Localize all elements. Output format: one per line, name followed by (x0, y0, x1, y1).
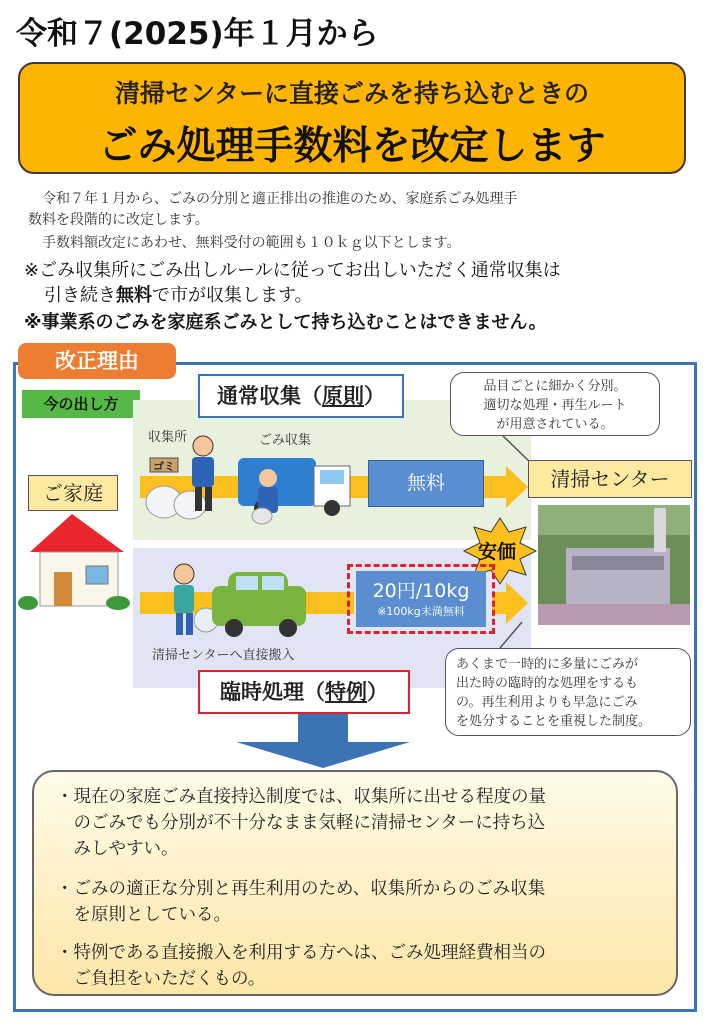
top-flow-arrow-head (506, 466, 528, 508)
note-normal-collection-line1: ※ごみ収集所にごみ出しルールに従ってお出しいただく通常収集は (24, 260, 561, 281)
summary-box (32, 770, 678, 996)
house-icon (18, 514, 130, 610)
top-flow-arrow-body-2 (482, 476, 506, 498)
temporary-processing-label: 臨時処理（特例） (198, 670, 410, 714)
intro-text-line2: 数料を段階的に改定します。 (28, 212, 209, 228)
current-method-tag: 今の出し方 (22, 390, 140, 418)
summary-point-1-line1: ・現在の家庭ごみ直接持込制度では、収集所に出せる程度の量 (56, 787, 546, 807)
collection-point-label: 収集所 (148, 430, 188, 445)
banner-subtitle: 清掃センターに直接ごみを持ち込むときの (114, 79, 589, 108)
intro-text-line1: 令和７年１月から、ごみの分別と適正排出の推進のため、家庭系ごみ処理手 (42, 191, 518, 207)
car-icon (212, 572, 306, 637)
normal-collection-label: 通常収集（原則） (198, 374, 404, 418)
garbage-truck-icon (238, 458, 350, 524)
cleaning-center-label: 清掃センター (528, 460, 692, 498)
normal-collection-bubble: 品目ごとに細かく分別。 適切な処理・再生ルート が用意されている。 (450, 372, 660, 436)
summary-point-3-line1: ・特例である直接搬入を利用する方へは、ごみ処理経費相当の (56, 943, 546, 963)
summary-point-1-line2: のごみでも分別が不十分なまま気軽に清掃センターに持ち込 (56, 813, 546, 833)
direct-carry-fee-box (356, 571, 486, 627)
bottom-flow-arrow-head (506, 582, 528, 624)
summary-point-3-line2: ご負担をいただくもの。 (56, 969, 266, 989)
summary-point-2-line2: を原則としている。 (56, 905, 231, 925)
intro-text-line3: 手数料額改定にあわせ、無料受付の範囲も１０ｋｇ以下とします。 (42, 235, 461, 251)
banner-headline: ごみ処理手数料を改定します (98, 124, 606, 169)
note-business-waste: ※事業系のごみを家庭系ごみとして持ち込むことはできません。 (24, 312, 547, 333)
cleaning-center-photo (538, 505, 690, 625)
home-label: ご家庭 (28, 475, 118, 511)
down-arrow-icon (236, 712, 410, 768)
summary-point-2-line1: ・ごみの適正な分別と再生利用のため、収集所からのごみ収集 (56, 879, 546, 899)
fee-note: ※100kg未満無料 (377, 605, 465, 618)
free-fee-box: 無料 (368, 460, 484, 507)
note-normal-collection-line2: 引き続き無料で市が収集します。 (44, 285, 313, 306)
reason-tab: 改正理由 (18, 343, 176, 379)
fee-amount: 20円/10kg (372, 580, 470, 602)
bubble-bottom-pointer (500, 622, 522, 648)
garbage-collection-label: ごみ収集 (259, 433, 312, 448)
page-title: 令和７(2025)年１月から (16, 16, 379, 52)
summary-point-1-line3: みしやすい。 (56, 839, 179, 859)
temporary-processing-bubble: あくまで一時的に多量にごみが 出た時の臨時的な処理をするも の。再生利用よりも早急にごみ を処分することを重視した制度。 (445, 648, 691, 736)
garbage-sign-label: ゴミ (153, 460, 175, 473)
cheap-label: 安価 (478, 541, 517, 563)
direct-carry-label: 清掃センターへ直接搬入 (152, 648, 295, 663)
